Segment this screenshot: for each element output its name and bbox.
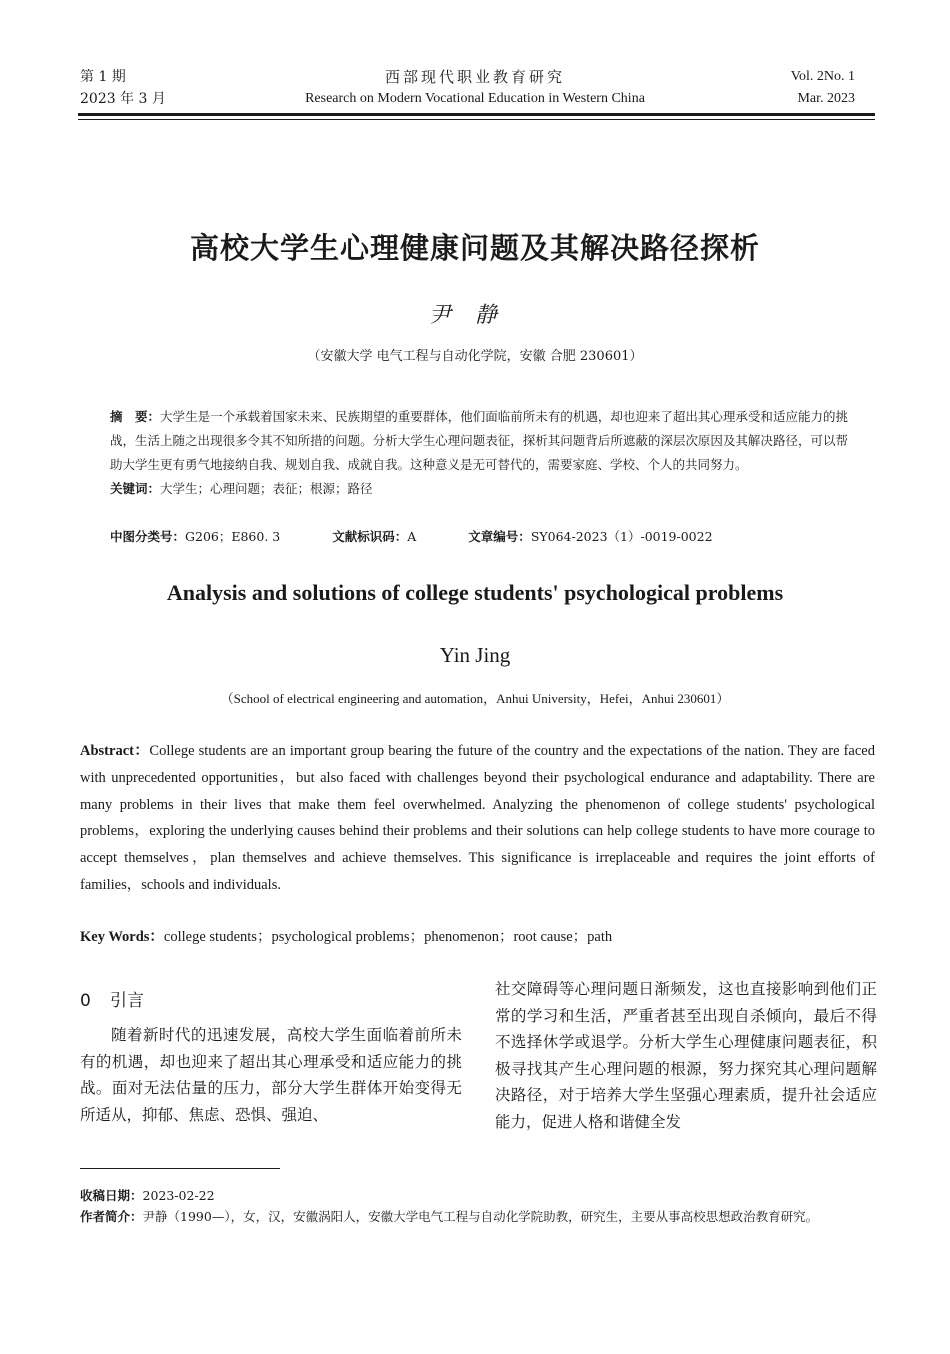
header-volume: Vol. 2No. 1 <box>790 69 855 84</box>
author-name-cn: 尹静 <box>428 303 521 328</box>
doc-code-value: A <box>407 529 417 544</box>
abstract-cn-label: 摘 要： <box>110 409 161 424</box>
keywords-en-text: college students；psychological problems；phenomenon；root cause；path <box>163 929 613 945</box>
article-id-label: 文章编号： <box>468 529 531 544</box>
footnote-rule <box>80 1168 280 1169</box>
keywords-cn-label: 关键词： <box>110 481 161 496</box>
abstract-cn-text: 大学生是一个承载着国家未来、民族期望的重要群体，他们面临前所未有的机遇，却也迎来了超出其心理承受和适应能力的挑战，生活上随之出现很多令其不知所措的问题。分析大学生心理问题表征，探析其问题背后所遮蔽的深层次原因及其解决路径，可以帮助大学生更有勇气地接纳自我、规划自我、成就自我。这种意义是无可替代的，需要家庭、学校、个人的共同努力。 <box>110 409 848 472</box>
abstract-cn <box>110 405 848 501</box>
journal-name-en: Research on Modern Vocational Education in Western China <box>305 91 645 106</box>
clc-value: G206；E860. 3 <box>185 529 281 544</box>
header-rule-thin <box>78 119 875 120</box>
affiliation-en: （School of electrical engineering and automation，Anhui University，Hefei，Anhui 230601） <box>220 691 730 706</box>
classification-line <box>110 527 850 547</box>
paper-title-en: Analysis and solutions of college students' psychological problems <box>166 580 784 605</box>
article-id-value: SY064-2023（1）-0019-0022 <box>530 529 713 544</box>
body-column-left <box>80 986 462 1128</box>
footnote <box>80 1185 875 1227</box>
section-title: 引言 <box>110 991 144 1011</box>
bio-label: 作者简介： <box>80 1209 143 1224</box>
intro-paragraph-left: 随着新时代的迅速发展，高校大学生面临着前所未有的机遇，却也迎来了超出其心理承受和适应能力的挑战。面对无法估量的压力，部分大学生群体开始变得无所适从，抑郁、焦虑、恐惧、强迫、 <box>80 1026 462 1124</box>
received-date-line <box>80 1185 875 1206</box>
affiliation-cn: （安徽大学 电气工程与自动化学院，安徽 合肥 230601） <box>307 349 643 364</box>
received-value: 2023-02-22 <box>142 1188 215 1203</box>
header-issue-block <box>80 66 166 110</box>
abstract-en-text: College students are an important group bearing the future of the country and the expectations of the nation. They are faced with unprecedented opportunities，but also faced with challenges beyond their psychological endurance and adaptability. There are many problems in their lives that make them feel overwhelmed. Analyzing the phenomenon of college students' psychological problems，exploring the underlying causes behind their problems and their solutions can help college students to have more courage to accept themselves，plan themselves and achieve themselves. This significance is irreplaceable and requires the joint efforts of families，schools and individuals. <box>80 743 875 893</box>
header-rule-thick <box>78 113 875 116</box>
section-heading <box>80 986 462 1016</box>
journal-name-cn: 西部现代职业教育研究 <box>384 68 565 86</box>
intro-paragraph-right: 社交障碍等心理问题日渐频发，这也直接影响到他们正常的学习和生活，严重者甚至出现自杀倾向，最后不得不选择休学或退学。分析大学生心理健康问题表征，积极寻找其产生心理问题的根源，努力探究其心理问题解决路径，对于培养大学生坚强心理素质，提升社会适应能力，促进人格和谐健全发 <box>495 980 877 1131</box>
header-journal-block <box>250 66 700 110</box>
keywords-en <box>80 925 875 949</box>
abstract-en <box>80 738 875 899</box>
paper-title-cn: 高校大学生心理健康问题及其解决路径探析 <box>189 231 760 265</box>
keywords-en-label: Key Words： <box>80 929 164 945</box>
header-volume-block <box>791 66 855 110</box>
section-number: 0 <box>80 991 91 1011</box>
author-name-en: Yin Jing <box>439 643 511 667</box>
keywords-cn-text: 大学生；心理问题；表征；根源；路径 <box>160 481 373 496</box>
abstract-en-label: Abstract： <box>80 743 150 759</box>
clc-label: 中图分类号： <box>110 529 186 544</box>
bio-value: 尹静（1990—），女，汉，安徽涡阳人，安徽大学电气工程与自动化学院助教，研究生，主要从事高校思想政治教育研究。 <box>142 1209 819 1224</box>
header-issue: 第 1 期 <box>80 69 126 85</box>
author-bio-line <box>80 1206 875 1227</box>
received-label: 收稿日期： <box>80 1188 143 1203</box>
header-date-en: Mar. 2023 <box>797 91 855 106</box>
header-date: 2023 年 3 月 <box>80 91 166 107</box>
doc-code-label: 文献标识码： <box>332 529 408 544</box>
